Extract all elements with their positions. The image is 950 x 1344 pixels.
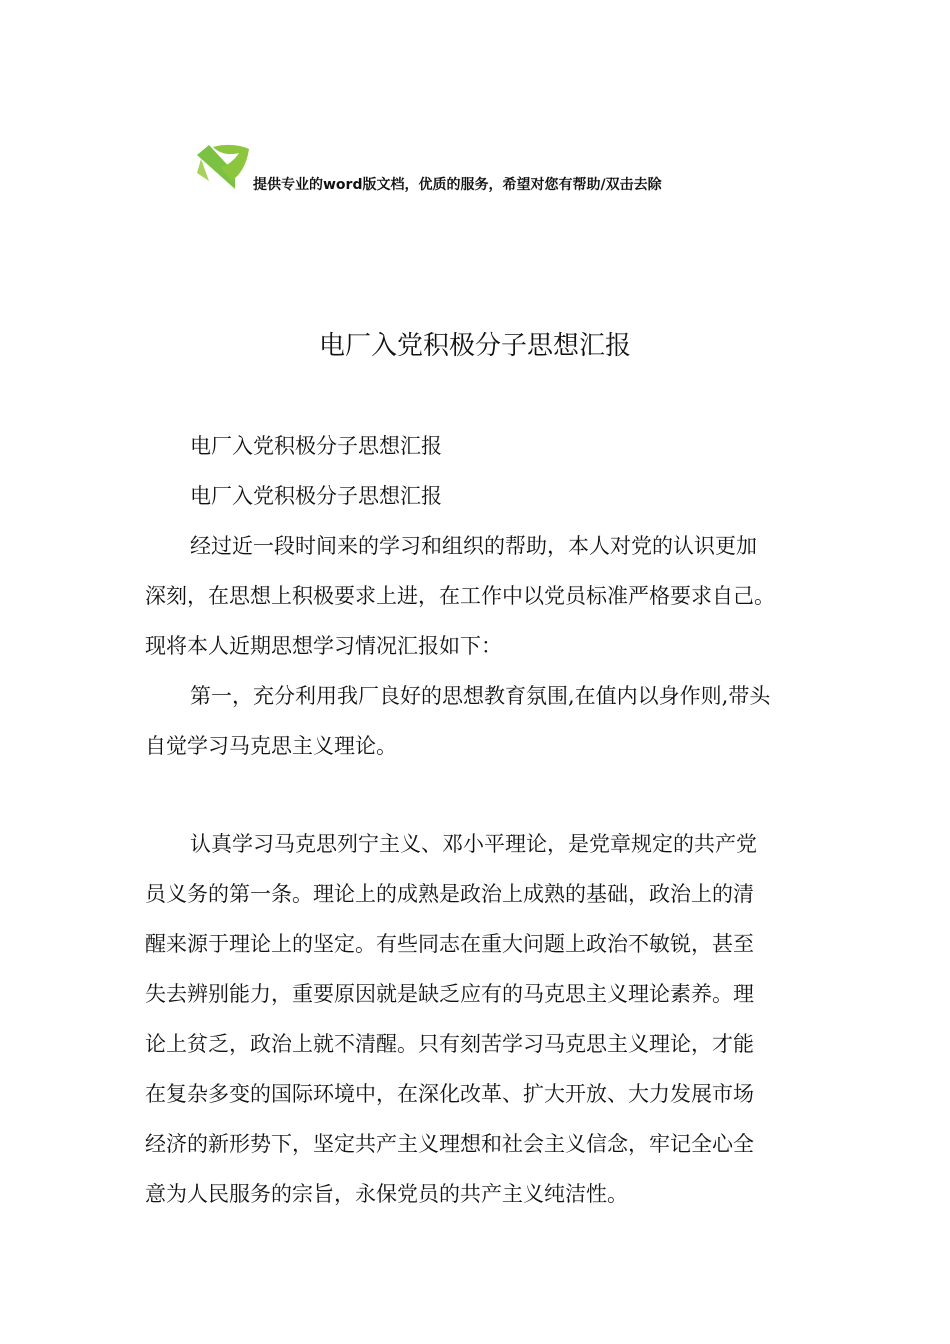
body-line: 第一，充分利用我厂良好的思想教育氛围,在值内以身作则,带头 — [190, 684, 771, 708]
body-line: 现将本人近期思想学习情况汇报如下： — [145, 634, 502, 658]
body-line: 深刻，在思想上积极要求上进，在工作中以党员标准严格要求自己。 — [145, 584, 775, 608]
body-line: 自觉学习马克思主义理论。 — [145, 734, 397, 758]
body-line: 醒来源于理论上的坚定。有些同志在重大问题上政治不敏锐，甚至 — [145, 932, 754, 956]
body-line: 电厂入党积极分子思想汇报 — [190, 434, 442, 458]
body-line: 认真学习马克思列宁主义、邓小平理论，是党章规定的共产党 — [190, 832, 757, 856]
document-header — [195, 143, 815, 193]
body-line: 意为人民服务的宗旨，永保党员的共产主义纯洁性。 — [145, 1182, 628, 1206]
body-line: 在复杂多变的国际环境中，在深化改革、扩大开放、大力发展市场 — [145, 1082, 754, 1106]
body-line: 经济的新形势下，坚定共产主义理想和社会主义信念，牢记全心全 — [145, 1132, 754, 1156]
body-line: 失去辨别能力，重要原因就是缺乏应有的马克思主义理论素养。理 — [145, 982, 754, 1006]
header-banner-text: 提供专业的word版文档，优质的服务，希望对您有帮助/双击去除 — [253, 177, 662, 193]
body-line: 论上贫乏，政治上就不清醒。只有刻苦学习马克思主义理论，才能 — [145, 1032, 754, 1056]
document-title: 电厂入党积极分子思想汇报 — [318, 331, 631, 361]
leaf-logo-icon — [195, 143, 251, 191]
body-line: 电厂入党积极分子思想汇报 — [190, 484, 442, 508]
body-line: 经过近一段时间来的学习和组织的帮助，本人对党的认识更加 — [190, 534, 757, 558]
body-line: 员义务的第一条。理论上的成熟是政治上成熟的基础，政治上的清 — [145, 882, 754, 906]
